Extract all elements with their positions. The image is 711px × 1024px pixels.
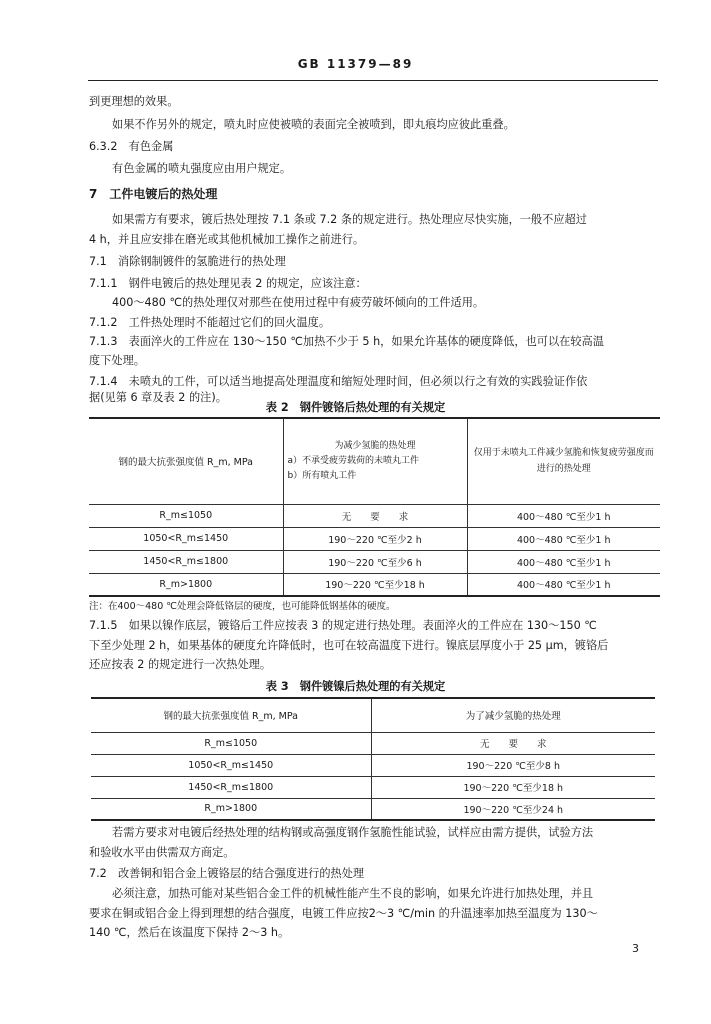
table-cell: 190～220 ℃至少18 h: [371, 776, 655, 798]
table-header-cell: [283, 418, 467, 504]
table-row: [91, 754, 655, 776]
page-number: 3: [632, 942, 639, 955]
section-heading-7-1: 7.1 消除钢制镀件的氢脆进行的热处理: [89, 255, 286, 268]
table-2-caption: 表 2 钢件镀铬后热处理的有关规定: [265, 401, 446, 414]
header-title: 为减少氢脆的热处理: [334, 440, 416, 451]
paragraph-line: 有色金属的喷丸强度应由用户规定。: [112, 162, 292, 175]
paragraph-line: 下至少处理 2 h，如果基体的硬度允许降低时，也可在较高温度下进行。镍底层厚度小于 25 μm，镀铬后: [89, 639, 609, 652]
table-3: [91, 697, 655, 821]
table-cell: R_m≤1050: [89, 504, 283, 527]
table-header-cell: 仅用于未喷丸工件减少氢脆和恢复疲劳强度而进行的热处理: [467, 418, 660, 504]
header-rule: [88, 80, 658, 81]
paragraph-line: 还应按表 2 的规定进行一次热处理。: [89, 658, 272, 671]
table-row: [89, 550, 660, 573]
table-cell: 1050<R_m≤1450: [89, 527, 283, 550]
table-cell: R_m>1800: [91, 798, 371, 820]
table-2-note: 注：在400～480 ℃处理会降低铬层的硬度，也可能降低钢基体的硬度。: [89, 601, 396, 612]
clause-7-1-4: 7.1.4 未喷丸的工件，可以适当地提高处理温度和缩短处理时间，但必须以行之有效的实践验证作依: [89, 375, 588, 388]
table-header-row: [91, 698, 655, 732]
table-cell: 190～220 ℃至少6 h: [283, 550, 467, 573]
paragraph-line: 要求在铜或铝合金上得到理想的结合强度，电镀工件应按2～3 ℃/min 的升温速率加热至温度为 130～: [89, 907, 598, 920]
clause-7-1-3: 7.1.3 表面淬火的工件应在 130～150 ℃加热不少于 5 h，如果允许基体的硬度降低，也可以在较高温: [89, 335, 604, 348]
table-cell: R_m≤1050: [91, 732, 371, 754]
table-row: [91, 798, 655, 820]
paragraph-line: 据(见第 6 章及表 2 的注)。: [89, 391, 227, 404]
paragraph-line: 和验收水平由供需双方商定。: [89, 846, 235, 859]
table-header-cell: 钢的最大抗张强度值 R_m, MPa: [91, 698, 371, 732]
table-row: [89, 573, 660, 596]
table-header-cell: 为了减少氢脆的热处理: [371, 698, 655, 732]
section-heading-6-3-2: 6.3.2 有色金属: [89, 140, 174, 153]
paragraph-line: 若需方要求对电镀后经热处理的结构钢或高强度钢作氢脆性能试验，试样应由需方提供，试验方法: [112, 826, 594, 839]
table-cell: 190～220 ℃至少2 h: [283, 527, 467, 550]
table-cell: 1450<R_m≤1800: [89, 550, 283, 573]
clause-7-1-5: 7.1.5 如果以镍作底层，镀铬后工件应按表 3 的规定进行热处理。表面淬火的工件应在 130～150 ℃: [89, 619, 597, 632]
clause-7-1-2: 7.1.2 工件热处理时不能超过它们的回火温度。: [89, 316, 331, 329]
table-cell: 190～220 ℃至少18 h: [283, 573, 467, 596]
table-header-cell: 钢的最大抗张强度值 R_m, MPa: [89, 418, 283, 504]
paragraph-line: 4 h，并且应安排在磨光或其他机械加工操作之前进行。: [89, 233, 365, 246]
table-row: [91, 732, 655, 754]
paragraph-line: 必须注意，加热可能对某些铝合金工件的机械性能产生不良的影响，如果允许进行加热处理，并且: [112, 887, 594, 900]
paragraph-line: 400～480 ℃的热处理仅对那些在使用过程中有疲劳破坏倾向的工件适用。: [112, 296, 485, 309]
standard-code-header: GB 11379—89: [297, 57, 414, 71]
table-2: [89, 417, 660, 597]
table-cell: 1050<R_m≤1450: [91, 754, 371, 776]
table-row: [89, 504, 660, 527]
table-cell: 400～480 ℃至少1 h: [467, 573, 660, 596]
table-cell: 无 要 求: [371, 732, 655, 754]
table-cell: 1450<R_m≤1800: [91, 776, 371, 798]
header-sub-a: a）不承受疲劳载荷的未喷丸工件: [287, 455, 420, 466]
paragraph-line: 到更理想的效果。: [89, 95, 179, 108]
table-cell: 无 要 求: [283, 504, 467, 527]
table-cell: 400～480 ℃至少1 h: [467, 550, 660, 573]
chapter-heading-7: 7 工件电镀后的热处理: [89, 187, 218, 201]
paragraph-line: 度下处理。: [89, 354, 145, 367]
paragraph-line: 140 ℃，然后在该温度下保持 2～3 h。: [89, 926, 290, 939]
table-row: [89, 527, 660, 550]
table-cell: 400～480 ℃至少1 h: [467, 504, 660, 527]
clause-7-1-1: 7.1.1 钢件电镀后的热处理见表 2 的规定，应该注意：: [89, 277, 367, 290]
table-cell: 190～220 ℃至少24 h: [371, 798, 655, 820]
table-header-row: [89, 418, 660, 504]
table-cell: 190～220 ℃至少8 h: [371, 754, 655, 776]
section-heading-7-2: 7.2 改善铜和铝合金上镀铬层的结合强度进行的热处理: [89, 867, 365, 880]
paragraph-line: 如果不作另外的规定，喷丸时应使被喷的表面完全被喷到，即丸痕均应彼此重叠。: [112, 118, 515, 131]
header-sub-b: b）所有喷丸工件: [287, 470, 357, 481]
table-3-caption: 表 3 钢件镀镍后热处理的有关规定: [265, 680, 446, 693]
table-cell: R_m>1800: [89, 573, 283, 596]
table-cell: 400～480 ℃至少1 h: [467, 527, 660, 550]
table-row: [91, 776, 655, 798]
paragraph-line: 如果需方有要求，镀后热处理按 7.1 条或 7.2 条的规定进行。热处理应尽快实施，一般不应超过: [112, 213, 587, 226]
